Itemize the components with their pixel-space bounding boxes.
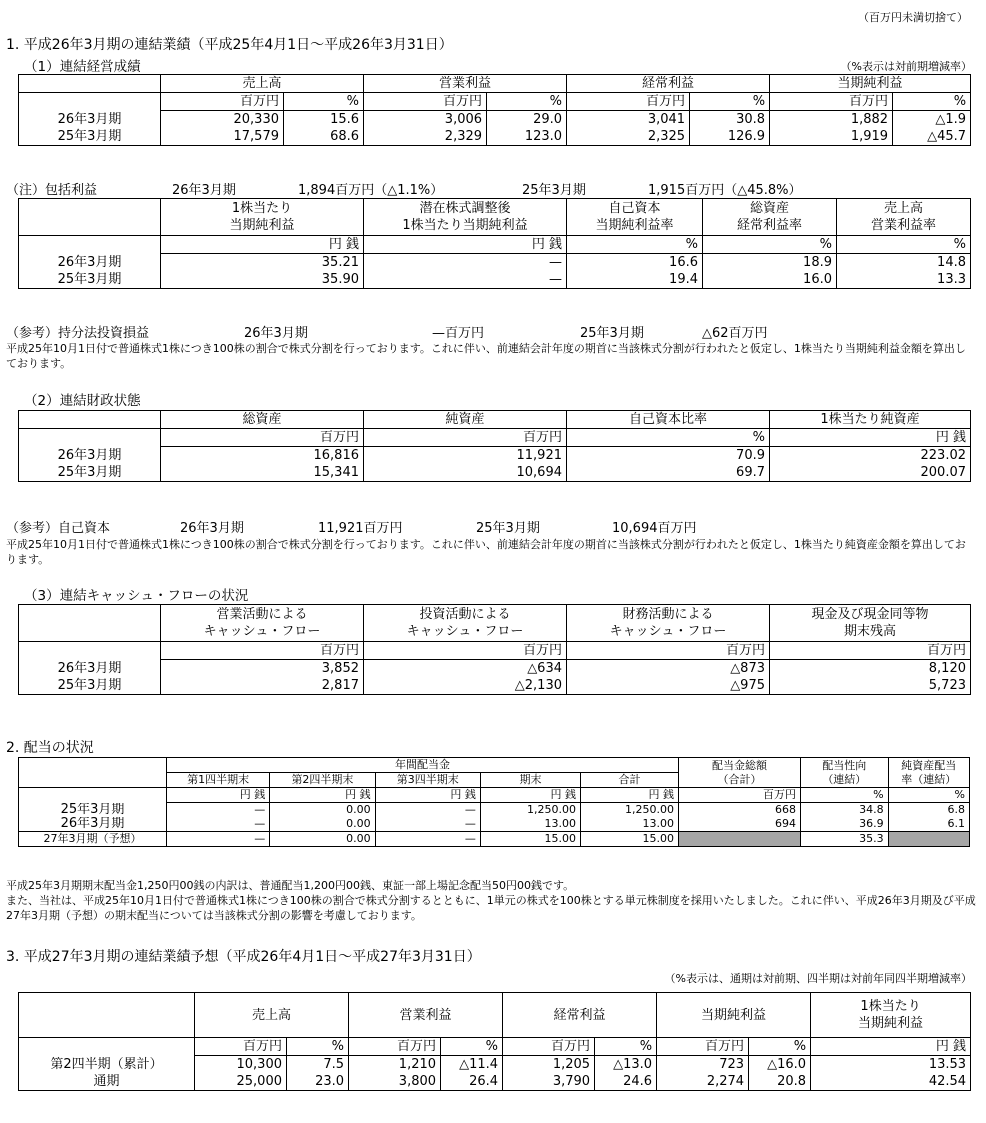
comp-value: 1,915百万円（△45.8%）: [648, 183, 802, 198]
col-header: 現金及び現金同等物 期末残高: [770, 605, 971, 642]
unit-cell: 円 銭: [480, 788, 580, 803]
value-cell: 7.5: [287, 1056, 349, 1074]
ref-period: 26年3月期: [244, 326, 308, 341]
financial-position-table: [18, 410, 971, 482]
ref-value: △62百万円: [702, 326, 768, 341]
split-note-bps: 平成25年10月1日付で普通株式1株につき100株の割合で株式分割を行っております。これに伴い、前連結会計年度の期首に当該株式分割が行われたと仮定し、1株当たり純資産金額を算出しております。: [6, 538, 966, 566]
unit-note: （百万円未満切捨て）: [858, 11, 968, 24]
unit-cell: 百万円: [161, 93, 284, 111]
col-header: 財務活動による キャッシュ・フロー: [567, 605, 770, 642]
col-header: 売上高: [195, 993, 349, 1038]
value-cell: —: [364, 271, 567, 289]
value-cell: 35.3: [801, 832, 889, 847]
row-label: 26年3月期: [19, 660, 161, 678]
ref-period: 25年3月期: [476, 521, 540, 536]
ref-value: 11,921百万円: [318, 521, 403, 536]
unit-cell: 百万円: [503, 1038, 595, 1056]
value-cell: 18.9: [703, 254, 837, 272]
col-header: 第1四半期末: [167, 773, 270, 788]
unit-cell: 円 銭: [161, 236, 364, 254]
unit-cell: 百万円: [364, 93, 487, 111]
value-cell: △45.7: [893, 128, 971, 146]
value-cell: —: [167, 832, 270, 847]
shaded-cell: [679, 832, 801, 847]
col-header: 第3四半期末: [375, 773, 480, 788]
subsection2-title: （2）連結財政状態: [24, 393, 141, 409]
unit-cell: 円 銭: [167, 788, 270, 803]
value-cell: 15.6: [284, 111, 364, 129]
value-cell: △2,130: [364, 677, 567, 695]
value-cell: 8,120: [770, 660, 971, 678]
col-header: 投資活動による キャッシュ・フロー: [364, 605, 567, 642]
value-cell: △873: [567, 660, 770, 678]
value-cell: 30.8: [690, 111, 770, 129]
value-cell: 20,330: [161, 111, 284, 129]
value-cell: 26.4: [441, 1073, 503, 1091]
split-note-eps: 平成25年10月1日付で普通株式1株につき100株の割合で株式分割を行っております。これに伴い、前連結会計年度の期首に当該株式分割が行われたと仮定し、1株当たり当期純利益金額を算出しております。: [6, 342, 966, 370]
table-row: [19, 111, 971, 129]
payout-ratio-header: 配当性向 （連結）: [801, 758, 889, 788]
dividend-on-equity-header: 純資産配当 率（連結）: [888, 758, 969, 788]
value-cell: 15.00: [480, 832, 580, 847]
unit-cell: 円 銭: [770, 429, 971, 447]
equity-capital-label: （参考）自己資本: [6, 521, 111, 536]
table-row: [19, 660, 971, 678]
value-cell: 13.3: [837, 271, 971, 289]
value-cell: 0.00: [270, 803, 375, 818]
forecast-table: [18, 992, 971, 1091]
value-cell: 20.8: [749, 1073, 811, 1091]
col-header: 売上高 営業利益率: [837, 199, 971, 236]
ref-value: 10,694百万円: [612, 521, 697, 536]
value-cell: —: [364, 254, 567, 272]
value-cell: △16.0: [749, 1056, 811, 1074]
value-cell: 3,006: [364, 111, 487, 129]
pct-note: （%表示は対前期増減率）: [840, 60, 972, 73]
row-label: 26年3月期: [19, 254, 161, 272]
value-cell: 10,300: [195, 1056, 287, 1074]
value-cell: —: [167, 817, 270, 832]
value-cell: —: [167, 803, 270, 818]
unit-cell: %: [487, 93, 567, 111]
value-cell: 1,919: [770, 128, 893, 146]
unit-cell: 百万円: [657, 1038, 749, 1056]
value-cell: 68.6: [284, 128, 364, 146]
table-row: [19, 677, 971, 695]
unit-cell: %: [749, 1038, 811, 1056]
table-row: [19, 1056, 971, 1074]
col-header: 純資産: [364, 411, 567, 429]
value-cell: —: [375, 832, 480, 847]
col-header: 第2四半期末: [270, 773, 375, 788]
value-cell: 3,852: [161, 660, 364, 678]
subsection3-title: （3）連結キャッシュ・フローの状況: [24, 588, 249, 604]
annual-dividend-header: 年間配当金: [167, 758, 679, 773]
value-cell: 0.00: [270, 817, 375, 832]
value-cell: 69.7: [567, 464, 770, 482]
ref-period: 25年3月期: [580, 326, 644, 341]
unit-cell: 百万円: [567, 93, 690, 111]
col-header: 経常利益: [503, 993, 657, 1038]
unit-cell: %: [703, 236, 837, 254]
col-header: 営業活動による キャッシュ・フロー: [161, 605, 364, 642]
col-header: 売上高: [161, 75, 364, 93]
row-label: 25年3月期: [19, 803, 167, 818]
unit-cell: 百万円: [364, 642, 567, 660]
unit-cell: %: [287, 1038, 349, 1056]
cash-flow-table: [18, 604, 971, 695]
value-cell: 668: [679, 803, 801, 818]
ref-value: —百万円: [432, 326, 485, 341]
table-row: [19, 447, 971, 465]
col-header: 1株当たり純資産: [770, 411, 971, 429]
value-cell: 0.00: [270, 832, 375, 847]
section1-title: 1. 平成26年3月期の連結業績（平成25年4月1日～平成26年3月31日）: [6, 37, 453, 53]
shaded-cell: [888, 832, 969, 847]
subsection1-title: （1）連結経営成績: [24, 59, 141, 75]
table-row: [19, 128, 971, 146]
row-label: 25年3月期: [19, 677, 161, 695]
value-cell: 1,250.00: [480, 803, 580, 818]
row-label: 26年3月期: [19, 111, 161, 129]
unit-cell: 百万円: [364, 429, 567, 447]
value-cell: 13.00: [480, 817, 580, 832]
value-cell: 17,579: [161, 128, 284, 146]
col-header: 営業利益: [364, 75, 567, 93]
unit-cell: 百万円: [770, 642, 971, 660]
value-cell: 13.00: [581, 817, 679, 832]
table-row: [19, 803, 970, 818]
col-header: 総資産: [161, 411, 364, 429]
value-cell: 126.9: [690, 128, 770, 146]
col-header: 潜在株式調整後 1株当たり当期純利益: [364, 199, 567, 236]
unit-cell: 百万円: [161, 429, 364, 447]
value-cell: 13.53: [811, 1056, 971, 1074]
value-cell: 723: [657, 1056, 749, 1074]
value-cell: 42.54: [811, 1073, 971, 1091]
table-row: [19, 1073, 971, 1091]
unit-cell: %: [801, 788, 889, 803]
col-header: 当期純利益: [657, 993, 811, 1038]
row-label: 通期: [19, 1073, 195, 1091]
value-cell: 200.07: [770, 464, 971, 482]
value-cell: 15,341: [161, 464, 364, 482]
value-cell: —: [375, 817, 480, 832]
table-row: [19, 464, 971, 482]
value-cell: 34.8: [801, 803, 889, 818]
col-header: 1株当たり 当期純利益: [811, 993, 971, 1038]
value-cell: 11,921: [364, 447, 567, 465]
value-cell: 223.02: [770, 447, 971, 465]
value-cell: 15.00: [581, 832, 679, 847]
col-header: 総資産 経常利益率: [703, 199, 837, 236]
col-header: 当期純利益: [770, 75, 971, 93]
unit-cell: %: [837, 236, 971, 254]
col-header: 期末: [480, 773, 580, 788]
comp-value: 1,894百万円（△1.1%）: [298, 183, 444, 198]
total-dividend-header: 配当金総額 （合計）: [679, 758, 801, 788]
value-cell: 29.0: [487, 111, 567, 129]
value-cell: 35.90: [161, 271, 364, 289]
table-row: [19, 817, 970, 832]
value-cell: 16,816: [161, 447, 364, 465]
unit-cell: 百万円: [161, 642, 364, 660]
value-cell: △1.9: [893, 111, 971, 129]
value-cell: 2,274: [657, 1073, 749, 1091]
row-label: 25年3月期: [19, 464, 161, 482]
value-cell: 19.4: [567, 271, 703, 289]
table-row: [19, 271, 971, 289]
col-header: 自己資本比率: [567, 411, 770, 429]
unit-cell: 円 銭: [375, 788, 480, 803]
unit-cell: 円 銭: [581, 788, 679, 803]
col-header: 1株当たり 当期純利益: [161, 199, 364, 236]
row-label: 26年3月期: [19, 817, 167, 832]
section2-title: 2. 配当の状況: [6, 740, 94, 756]
value-cell: 70.9: [567, 447, 770, 465]
value-cell: 2,329: [364, 128, 487, 146]
value-cell: △634: [364, 660, 567, 678]
dividend-note: 平成25年3月期期末配当金1,250円00銭の内訳は、普通配当1,200円00銭、東証一部上場記念配当50円00銭です。 また、当社は、平成25年10月1日付で普通株式1株につき100株の割合で株式分割するとともに、1単元の株式を100株とする単元株制度を採用いたしました。これに伴い、平成26年3月期及び平成27年3月期（予想）の期末配当については当該株式分割の影響を考慮しております。: [6, 879, 976, 922]
value-cell: 694: [679, 817, 801, 832]
unit-cell: %: [284, 93, 364, 111]
unit-cell: %: [893, 93, 971, 111]
value-cell: 1,250.00: [581, 803, 679, 818]
value-cell: 3,041: [567, 111, 690, 129]
unit-cell: 円 銭: [270, 788, 375, 803]
table-row: [19, 254, 971, 272]
value-cell: 16.6: [567, 254, 703, 272]
value-cell: 16.0: [703, 271, 837, 289]
section3-title: 3. 平成27年3月期の連結業績予想（平成26年4月1日～平成27年3月31日）: [6, 949, 481, 965]
unit-cell: 円 銭: [364, 236, 567, 254]
row-label: 27年3月期（予想）: [19, 832, 167, 847]
col-header: 合計: [581, 773, 679, 788]
value-cell: —: [375, 803, 480, 818]
value-cell: 14.8: [837, 254, 971, 272]
unit-cell: 円 銭: [811, 1038, 971, 1056]
value-cell: 6.8: [888, 803, 969, 818]
value-cell: 2,325: [567, 128, 690, 146]
value-cell: 36.9: [801, 817, 889, 832]
value-cell: 1,882: [770, 111, 893, 129]
value-cell: △11.4: [441, 1056, 503, 1074]
value-cell: 123.0: [487, 128, 567, 146]
unit-cell: %: [567, 429, 770, 447]
unit-cell: %: [567, 236, 703, 254]
row-label: 25年3月期: [19, 128, 161, 146]
value-cell: 25,000: [195, 1073, 287, 1091]
value-cell: △975: [567, 677, 770, 695]
comp-period: 26年3月期: [172, 183, 236, 198]
value-cell: 24.6: [595, 1073, 657, 1091]
unit-cell: %: [888, 788, 969, 803]
per-share-table: [18, 198, 971, 289]
value-cell: 10,694: [364, 464, 567, 482]
ref-period: 26年3月期: [180, 521, 244, 536]
col-header: 営業利益: [349, 993, 503, 1038]
row-label: 第2四半期（累計）: [19, 1056, 195, 1074]
row-label: 25年3月期: [19, 271, 161, 289]
col-header: 自己資本 当期純利益率: [567, 199, 703, 236]
unit-cell: 百万円: [349, 1038, 441, 1056]
unit-cell: 百万円: [567, 642, 770, 660]
unit-cell: 百万円: [195, 1038, 287, 1056]
value-cell: △13.0: [595, 1056, 657, 1074]
forecast-pct-note: （%表示は、通期は対前期、四半期は対前年同四半期増減率）: [664, 972, 972, 985]
value-cell: 3,790: [503, 1073, 595, 1091]
table-row: [19, 832, 970, 847]
value-cell: 6.1: [888, 817, 969, 832]
comp-period: 25年3月期: [522, 183, 586, 198]
value-cell: 23.0: [287, 1073, 349, 1091]
value-cell: 1,210: [349, 1056, 441, 1074]
unit-cell: %: [690, 93, 770, 111]
row-label: 26年3月期: [19, 447, 161, 465]
dividend-table: [18, 757, 970, 847]
value-cell: 3,800: [349, 1073, 441, 1091]
value-cell: 1,205: [503, 1056, 595, 1074]
col-header: 経常利益: [567, 75, 770, 93]
unit-cell: 百万円: [679, 788, 801, 803]
value-cell: 35.21: [161, 254, 364, 272]
corner-cell: [19, 75, 161, 93]
equity-method-label: （参考）持分法投資損益: [6, 326, 150, 341]
comprehensive-income-label: （注）包括利益: [6, 183, 98, 198]
value-cell: 5,723: [770, 677, 971, 695]
value-cell: 2,817: [161, 677, 364, 695]
operating-results-table: [18, 74, 971, 146]
unit-cell: %: [441, 1038, 503, 1056]
unit-cell: 百万円: [770, 93, 893, 111]
unit-cell: %: [595, 1038, 657, 1056]
